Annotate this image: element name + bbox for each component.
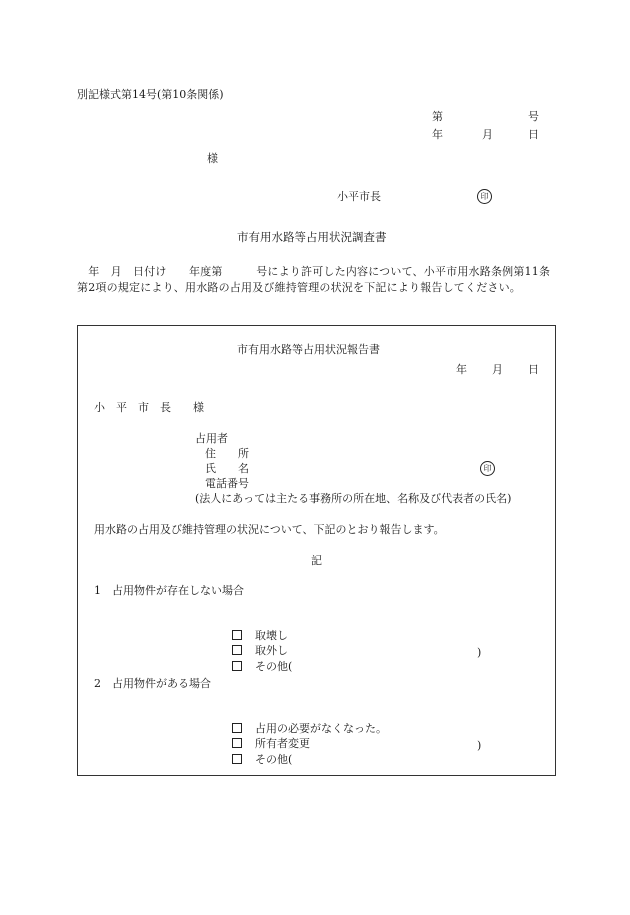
option-label: 取外し — [255, 644, 288, 657]
phone-label: 電話番号 — [205, 477, 249, 490]
option-label: その他( — [255, 660, 293, 673]
report-statement: 用水路の占用及び維持管理の状況について、下記のとおり報告します。 — [94, 523, 445, 536]
report-date-month: 月 — [492, 363, 503, 376]
survey-title: 市有用水路等占用状況調査書 — [237, 230, 387, 244]
issuer-name: 小平市長 — [337, 190, 381, 203]
option-other-2[interactable] — [225, 739, 292, 767]
date-month: 月 — [482, 128, 493, 141]
intro-paragraph: 年 月 日付け 年度第 号により許可した内容について、小平市用水路条例第11条第2項の規定により、用水路の占用及び維持管理の状況を下記により報告してください。 — [77, 265, 551, 294]
doc-no-prefix: 第 — [432, 110, 443, 123]
option-label: その他( — [255, 753, 293, 766]
seal-icon: 印 — [480, 461, 495, 476]
seal-icon: 印 — [477, 189, 492, 204]
name-label: 氏 名 — [205, 462, 249, 475]
report-seal — [480, 461, 495, 476]
option-label: 所有者変更 — [255, 737, 310, 750]
addressee-honorific: 様 — [207, 152, 218, 165]
section2-heading: 2 占用物件がある場合 — [94, 677, 211, 690]
address-label: 住 所 — [205, 447, 249, 460]
form-number: 別記様式第14号(第10条関係) — [77, 88, 224, 101]
checkbox[interactable] — [232, 661, 242, 671]
section1-heading: 1 占用物件が存在しない場合 — [94, 584, 244, 597]
report-date-year: 年 — [456, 363, 467, 376]
close-paren-2: ) — [477, 739, 482, 752]
option-other-1[interactable] — [225, 646, 292, 674]
close-paren-1: ) — [477, 646, 482, 659]
checkbox[interactable] — [232, 754, 242, 764]
report-title: 市有用水路等占用状況報告書 — [237, 343, 380, 356]
date-year: 年 — [432, 128, 443, 141]
option-label: 占用の必要がなくなった。 — [255, 722, 387, 735]
doc-no-suffix: 号 — [528, 110, 539, 123]
report-date-day: 日 — [528, 363, 539, 376]
ki-marker: 記 — [311, 554, 322, 567]
date-day: 日 — [528, 128, 539, 141]
option-label: 取壊し — [255, 629, 288, 642]
corp-note: (法人にあっては主たる事務所の所在地、名称及び代表者の氏名) — [195, 492, 512, 505]
report-addressee: 小 平 市 長 様 — [94, 401, 204, 414]
seal-mark — [477, 189, 492, 204]
occupant-label: 占用者 — [195, 432, 228, 445]
